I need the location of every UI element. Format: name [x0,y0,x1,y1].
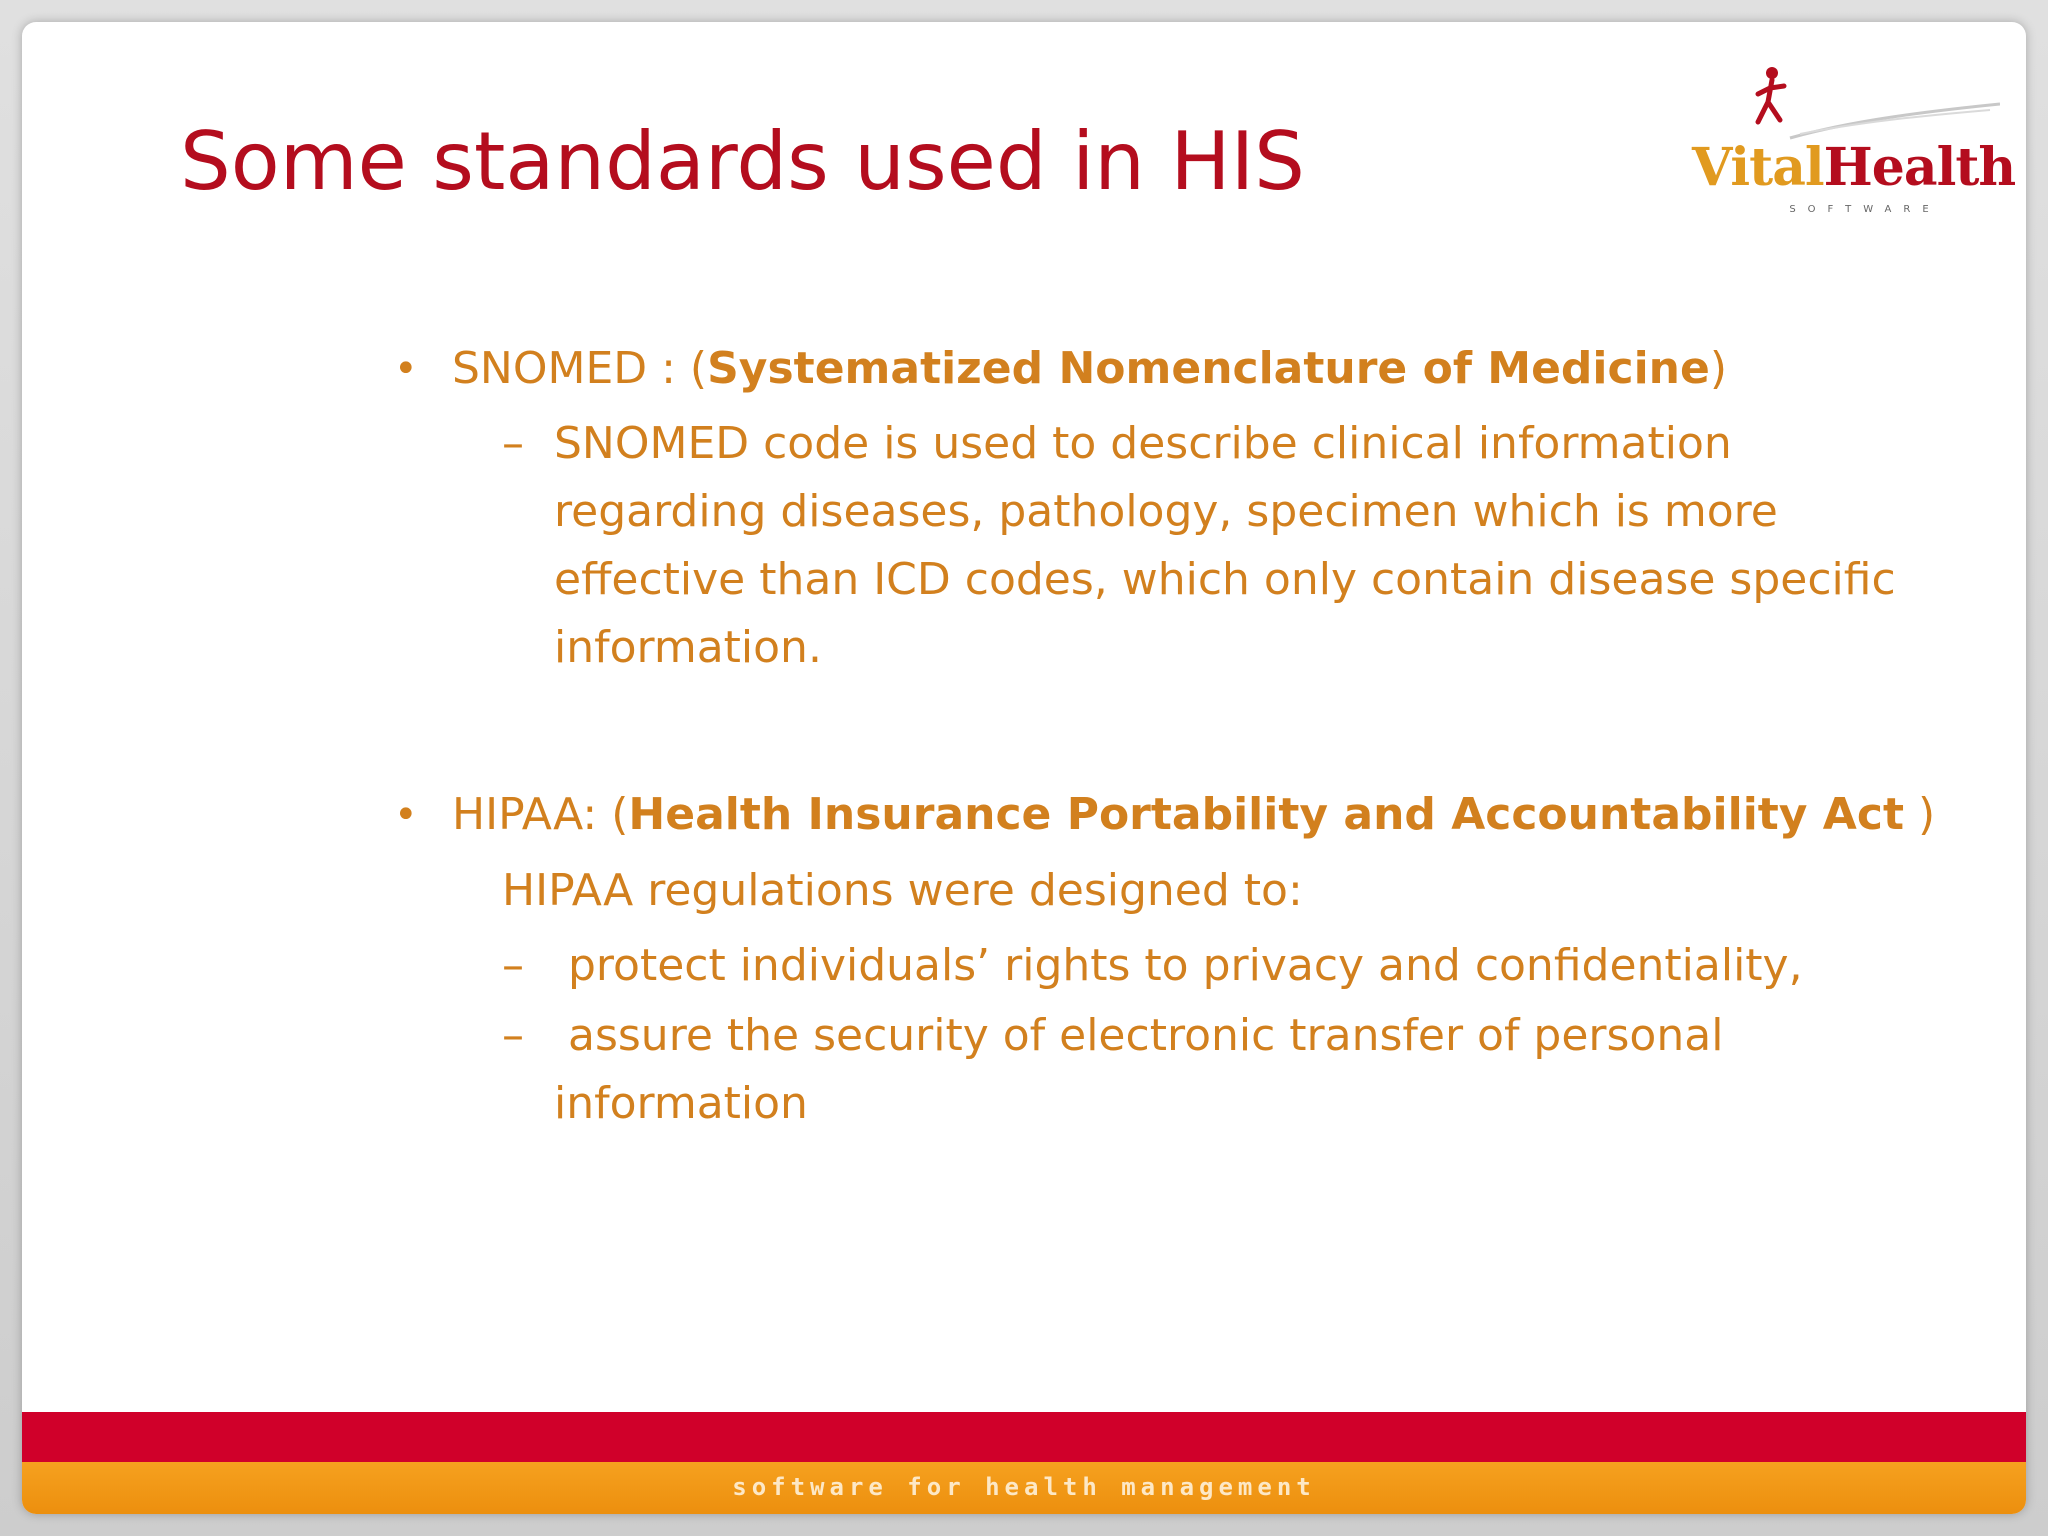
logo-word-vital: Vital [1692,137,1824,198]
vitalhealth-logo [1690,64,2016,234]
sub-item-hipaa-privacy [390,932,1950,1000]
bullet-snomed [390,334,1950,404]
logo-word-health: Health [1823,137,2016,198]
logo-subtitle: SOFTWARE [1789,204,1941,215]
slide-body [390,334,1950,1138]
dash-icon: – [502,418,524,469]
dash-icon: – [502,940,524,991]
footer-tagline: software for health management [732,1473,1316,1501]
bullet-suffix: ) [1903,789,1936,840]
dash-icon: – [502,1010,524,1061]
bullet-hipaa [390,780,1950,850]
footer-red-band [22,1412,2026,1462]
sub-item-text: SNOMED code is used to describe clinical information regarding diseases, pathology, specimen which is more effective than ICD codes, which only contain disease specific information. [554,418,1896,673]
sub-item-hipaa-security [390,1002,1950,1138]
bullet-prefix: HIPAA: ( [452,789,629,840]
slide [22,22,2026,1514]
sub-item-snomed-description [390,410,1950,682]
bullet-icon: • [394,792,418,838]
bullet-emphasis: Systematized Nomenclature of Medicine [707,343,1710,394]
hipaa-lead-text: HIPAA regulations were designed to: [502,865,1303,916]
logo-wordmark [1692,137,2016,198]
bullet-prefix: SNOMED : ( [452,343,708,394]
sub-item-text: assure the security of electronic transfer of personal information [554,1010,1738,1129]
sub-item-text: protect individuals’ rights to privacy and confidentiality, [554,940,1803,991]
bullet-suffix: ) [1709,343,1727,394]
bullet-emphasis: Health Insurance Portability and Accountability Act [628,789,1904,840]
slide-title: Some standards used in HIS [180,115,1305,208]
running-figure-icon [1750,64,2000,144]
bullet-icon: • [394,346,418,392]
